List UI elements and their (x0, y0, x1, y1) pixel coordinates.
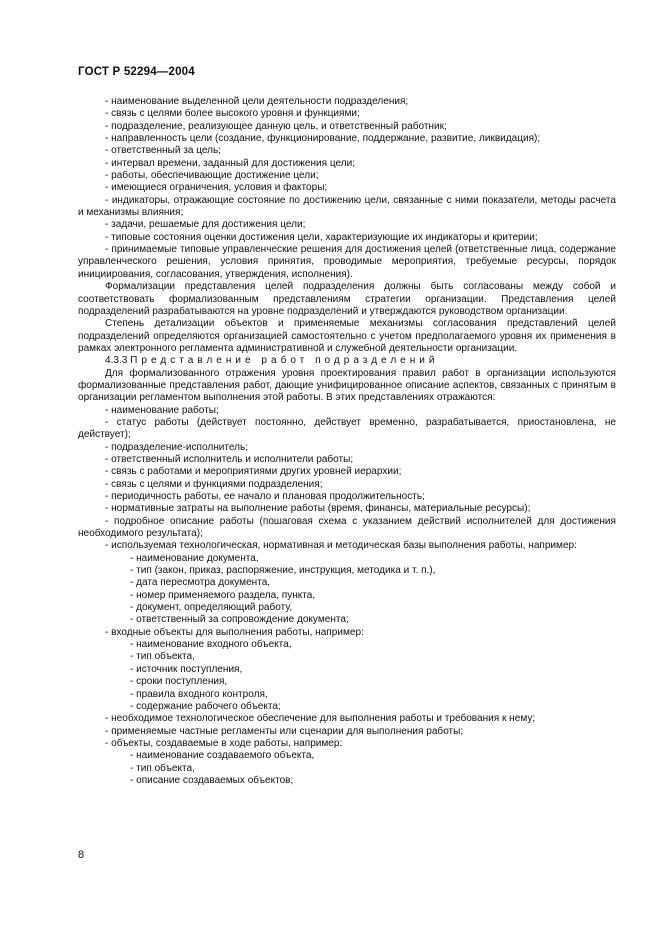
list-item (78, 701, 616, 713)
paragraph-text: - работы, обеспечивающие достижение цели; (105, 170, 319, 182)
paragraph-text: - статус работы (действует постоянно, действует временно, разрабатывается, приостановлена, не действует); (78, 416, 616, 441)
paragraph-text: - индикаторы, отражающие состояние по достижению цели, связанные с ними показатели, методы расчета и механизмы влияния; (78, 194, 616, 219)
list-item (78, 442, 616, 454)
list-item (78, 775, 616, 787)
list-item (78, 614, 616, 626)
paragraph-text: - типовые состояния оценки достижения цели, характеризующие их индикаторы и критерии; (105, 231, 538, 243)
paragraph-text: - связь с работами и мероприятиями других уровней иерархии; (105, 466, 402, 478)
paragraph-text: - принимаемые типовые управленческие решения для достижения целей (ответственные лица, содержание управленческого решения, условия принятия, проводимые мероприятия, требуемые ресурсы, порядок инициирования, согласования, утверждения, исполнения). (78, 244, 616, 280)
paragraph-text: 4.3.3 (105, 355, 128, 367)
list-item (78, 627, 616, 639)
page-number: 8 (78, 849, 85, 861)
paragraph (78, 355, 616, 367)
list-item (78, 726, 616, 738)
paragraph-text: - номер применяемого раздела, пункта, (130, 589, 316, 601)
list-item (78, 145, 616, 157)
paragraph-text: - содержание рабочего объекта; (130, 700, 281, 712)
section-heading: Представление работ подразделений (130, 355, 439, 367)
list-item (78, 170, 616, 182)
paragraph-text: - подразделение, реализующее данную цель, и ответственный работник; (105, 120, 447, 132)
list-item (78, 133, 616, 145)
list-item (78, 651, 616, 663)
paragraph-text: - описание создаваемых объектов; (130, 774, 294, 786)
list-item (78, 244, 616, 281)
list-item (78, 405, 616, 417)
list-item (78, 516, 616, 541)
paragraph-text: - имеющиеся ограничения, условия и факторы; (105, 182, 328, 194)
paragraph-text: - связь с целями и функциями подразделения; (105, 478, 323, 490)
list-item (78, 676, 616, 688)
list-item (78, 689, 616, 701)
list-item (78, 466, 616, 478)
paragraph-text: - тип объекта, (130, 762, 195, 774)
paragraph-text: - тип объекта, (130, 651, 195, 663)
list-item (78, 503, 616, 515)
list-item (78, 639, 616, 651)
paragraph-text: - задачи, решаемые для достижения цели; (105, 219, 306, 231)
paragraph-text: - наименование выделенной цели деятельности подразделения; (105, 96, 409, 107)
paragraph-text: - документ, определяющий работу, (130, 602, 293, 614)
paragraph-text: - связь с целями более высокого уровня и функциями; (105, 108, 360, 120)
paragraph-text: - периодичность работы, ее начало и плановая продолжительность; (105, 491, 425, 502)
paragraph-text: - сроки поступления, (130, 676, 228, 688)
paragraph (78, 281, 616, 318)
list-item (78, 232, 616, 244)
list-item (78, 417, 616, 442)
paragraph-text: - объекты, создаваемые в ходе работы, например: (105, 737, 343, 749)
paragraph-text: - используемая технологическая, нормативная и методическая базы выполнения работы, например: (105, 540, 577, 552)
paragraph-text: - наименование работы; (105, 404, 219, 416)
paragraph-text: Формализации представления целей подразделения должны быть согласованы между собой и соответствовать формализованным представлениям стратегии организации. Представления целей подразделений разрабатываются на уровне подразделений и утверждаются руководством организации. (78, 281, 616, 317)
paragraph-text: - ответственный исполнитель и исполнители работы; (105, 453, 354, 465)
list-item (78, 540, 616, 552)
paragraph-text: - подразделение-исполнитель; (105, 441, 249, 453)
list-item (78, 763, 616, 775)
paragraph-text: - подробное описание работы (пошаговая схема с указанием действий исполнителей для достижения необходимого результата); (78, 515, 616, 540)
list-item (78, 195, 616, 220)
list-item (78, 96, 616, 108)
list-item (78, 713, 616, 725)
paragraph-text: - наименование входного объекта, (130, 639, 292, 651)
paragraph-text: - тип (закон, приказ, распоряжение, инструкция, методика и т. п.), (130, 565, 436, 577)
paragraph-text: - интервал времени, заданный для достижения цели; (105, 157, 356, 169)
paragraph (78, 368, 616, 405)
list-item (78, 553, 616, 565)
list-item (78, 602, 616, 614)
list-item (78, 577, 616, 589)
paragraph-text: - наименование создаваемого объекта, (130, 750, 315, 762)
paragraph-text: - входные объекты для выполнения работы, например: (105, 626, 364, 638)
paragraph-text: - источник поступления, (130, 663, 243, 675)
document-body (78, 96, 616, 787)
paragraph-text: - необходимое технологическое обеспечение для выполнения работы и требования к нему; (105, 713, 536, 725)
list-item (78, 738, 616, 750)
list-item (78, 454, 616, 466)
paragraph-text: - направленность цели (создание, функционирование, поддержание, развитие, ликвидация); (105, 133, 541, 145)
paragraph-text: - ответственный за цель; (105, 145, 221, 157)
paragraph-text: Для формализованного отражения уровня проектирования правил работ в организации используются формализованные представления работ, дающие унифицированное описание аспектов, связанных с принятым в организации регламентом выполнения этой работы. В этих представлениях отражаются: (78, 367, 616, 404)
paragraph-text: Степень детализации объектов и применяемые механизмы согласования представлений целей подразделений определяются организацией самостоятельно с учетом предполагаемого уровня их применения в рамках электронного регламента административной и служебной деятельности организации. (78, 318, 616, 354)
list-item (78, 108, 616, 120)
paragraph-text: - нормативные затраты на выполнение работы (время, финансы, материальные ресурсы); (105, 503, 531, 515)
paragraph (78, 318, 616, 355)
list-item (78, 182, 616, 194)
list-item (78, 565, 616, 577)
paragraph-text: - применяемые частные регламенты или сценарии для выполнения работы; (105, 725, 464, 737)
list-item (78, 491, 616, 503)
list-item (78, 750, 616, 762)
list-item (78, 158, 616, 170)
paragraph-text: - дата пересмотра документа, (130, 577, 271, 589)
list-item (78, 219, 616, 231)
document-header: ГОСТ Р 52294—2004 (78, 66, 195, 78)
list-item (78, 590, 616, 602)
paragraph-text: - ответственный за сопровождение документа; (130, 614, 349, 626)
paragraph-text: - правила входного контроля, (130, 688, 268, 700)
paragraph-text: - наименование документа, (130, 552, 259, 564)
list-item (78, 121, 616, 133)
list-item (78, 479, 616, 491)
list-item (78, 664, 616, 676)
